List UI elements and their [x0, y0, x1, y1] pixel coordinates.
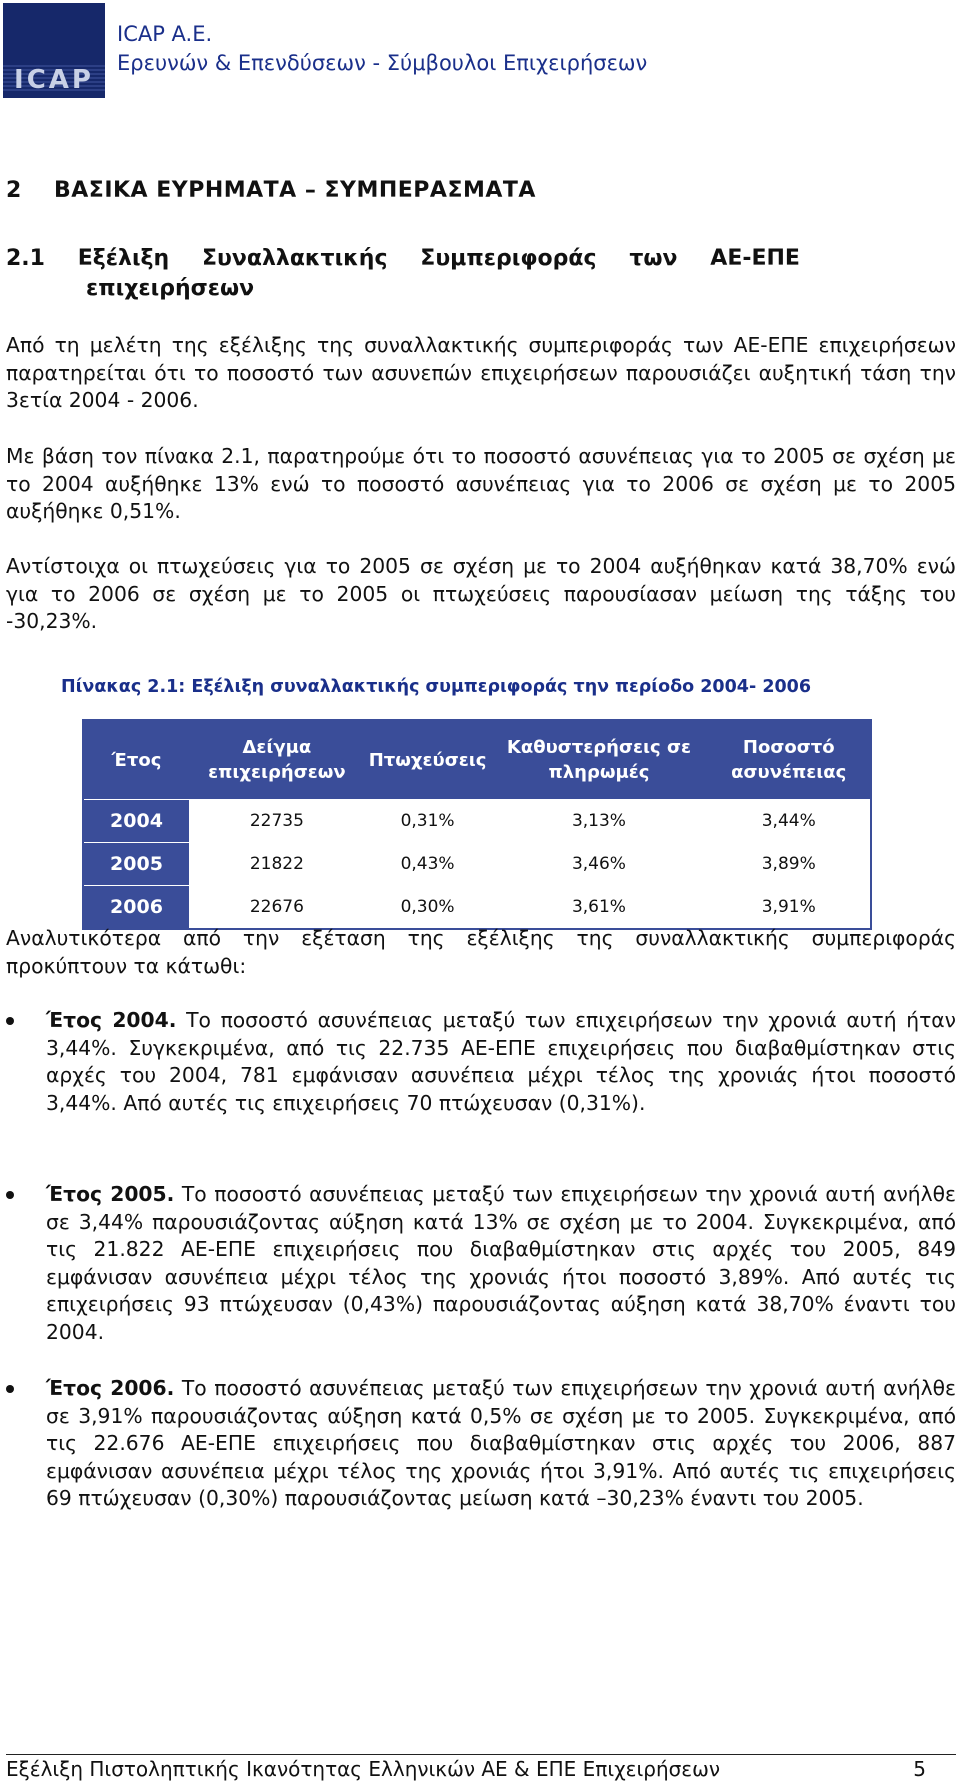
table-cell: 3,13% [490, 800, 707, 843]
list-item [6, 1181, 956, 1346]
table-cell: 3,46% [490, 843, 707, 886]
table-cell: 0,30% [365, 886, 491, 930]
subsection-heading [6, 244, 800, 304]
section-heading [6, 178, 536, 203]
bullet-dot [6, 1017, 14, 1025]
table-cell: 3,44% [707, 800, 871, 843]
page-header [0, 0, 960, 98]
paragraph-analysis-intro: Αναλυτικότερα από την εξέταση της εξέλιξης της συναλλακτικής συμπεριφοράς προκύπτουν τα κάτωθι: [6, 926, 956, 978]
footer-divider [6, 1754, 956, 1755]
table-caption: Πίνακας 2.1: Εξέλιξη συναλλακτικής συμπεριφοράς την περίοδο 2004- 2006 [60, 677, 812, 697]
table-cell: 22735 [189, 800, 365, 843]
table-cell: 0,43% [365, 843, 491, 886]
column-header: Καθυστερήσεις σε πληρωμές [490, 720, 707, 800]
list-item [6, 1007, 956, 1117]
transaction-behaviour-table [82, 719, 872, 930]
subsection-title-line1 [6, 244, 800, 274]
table-cell: 21822 [189, 843, 365, 886]
company-name: ICAP A.E. [117, 22, 213, 46]
paragraph-intro: Από τη μελέτη της εξέλιξης της συναλλακτικής συμπεριφοράς των ΑΕ-ΕΠΕ επιχειρήσεων παρατηρείται ότι το ποσοστό των ασυνεπών επιχειρήσεων παρουσιάζει αυξητική τάση την 3ετία 2004 - 2006. [6, 333, 956, 412]
subsection-word: Συμπεριφοράς [420, 246, 597, 271]
footer-title: Εξέλιξη Πιστοληπτικής Ικανότητας Ελληνικών ΑΕ & ΕΠΕ Επιχειρήσεων [6, 1757, 721, 1781]
bullet-dot [6, 1191, 14, 1199]
company-info [117, 20, 647, 78]
bullet-text: Το ποσοστό ασυνέπειας μεταξύ των επιχειρήσεων την χρονιά αυτή ήταν 3,44%. Συγκεκριμένα, από τις 22.735 ΑΕ-ΕΠΕ επιχειρήσεις που διαβαθμίστηκαν στις αρχές του 2004, 781 εμφάνισαν ασυνέπεια μέχρι τέλος της χρονιάς ήτοι ποσοστό 3,44%. Από αυτές τις επιχειρήσεις 70 πτώχευσαν (0,31%). [46, 1008, 956, 1115]
bullet-text: Το ποσοστό ασυνέπειας μεταξύ των επιχειρήσεων την χρονιά αυτή ανήλθε σε 3,44% παρουσιάζοντας αύξηση κατά 13% σε σχέση με το 2004. Συγκεκριμένα, από τις 21.822 ΑΕ-ΕΠΕ επιχειρήσεις που διαβαθμίστηκαν στις αρχές του 2005, 849 εμφάνισαν ασυνέπεια μέχρι τέλος της χρονιάς ήτοι ποσοστό 3,89%. Από αυτές τις επιχειρήσεις 93 πτώχευσαν (0,43%) παρουσιάζοντας αύξηση κατά 38,70% έναντι του 2004. [46, 1182, 957, 1344]
page-footer [6, 1757, 956, 1781]
page-number: 5 [913, 1757, 926, 1781]
column-header: Ποσοστό ασυνέπειας [707, 720, 871, 800]
table-row [83, 886, 871, 930]
subsection-word: Εξέλιξη [77, 246, 170, 271]
table-cell: 0,31% [365, 800, 491, 843]
section-title: ΒΑΣΙΚΑ ΕΥΡΗΜΑΤΑ – ΣΥΜΠΕΡΑΣΜΑΤΑ [54, 178, 536, 203]
year-cell: 2005 [83, 843, 189, 886]
list-item [6, 1375, 956, 1513]
subsection-word: Συναλλακτικής [201, 246, 388, 271]
table-row [83, 800, 871, 843]
bullet-lead: Έτος 2004. [46, 1008, 177, 1032]
table-cell: 22676 [189, 886, 365, 930]
year-cell: 2004 [83, 800, 189, 843]
icap-logo [3, 3, 105, 98]
subsection-number: 2.1 [6, 246, 45, 271]
subsection-title-line2: επιχειρήσεων [86, 276, 255, 301]
table-cell: 3,61% [490, 886, 707, 930]
year-cell: 2006 [83, 886, 189, 930]
logo-text: ICAP [14, 65, 94, 95]
column-header: Πτωχεύσεις [365, 720, 491, 800]
table-cell: 3,91% [707, 886, 871, 930]
paragraph-bankruptcies: Αντίστοιχα οι πτωχεύσεις για το 2005 σε σχέση με το 2004 αυξήθηκαν κατά 38,70% ενώ για το 2006 σε σχέση με το 2005 οι πτωχεύσεις παρουσίασαν μείωση της τάξης του -30,23%. [6, 554, 956, 633]
bullet-lead: Έτος 2006. [46, 1376, 175, 1400]
table-row [83, 843, 871, 886]
subsection-word: ΑΕ-ΕΠΕ [710, 246, 800, 271]
company-subtitle: Ερευνών & Επενδύσεων - Σύμβουλοι Επιχειρήσεων [117, 51, 648, 75]
table-header-row [83, 720, 871, 800]
table-cell: 3,89% [707, 843, 871, 886]
subsection-word: των [629, 246, 678, 271]
bullet-dot [6, 1385, 14, 1393]
bullet-lead: Έτος 2005. [46, 1182, 175, 1206]
section-number: 2 [6, 178, 22, 203]
bullet-text: Το ποσοστό ασυνέπειας μεταξύ των επιχειρήσεων την χρονιά αυτή ανήλθε σε 3,91% παρουσιάζοντας αύξηση κατά 0,5% σε σχέση με το 2005. Συγκεκριμένα, από τις 22.676 ΑΕ-ΕΠΕ επιχειρήσεις που διαβαθμίστηκαν στις αρχές του 2006, 887 εμφάνισαν ασυνέπεια μέχρι τέλος της χρονιάς ήτοι 3,91%. Από αυτές τις επιχειρήσεις 69 πτώχευσαν (0,30%) παρουσιάζοντας μείωση κατά –30,23% έναντι του 2005. [46, 1376, 957, 1510]
column-header: Δείγμα επιχειρήσεων [189, 720, 365, 800]
column-header: Έτος [83, 720, 189, 800]
paragraph-table-reference: Με βάση τον πίνακα 2.1, παρατηρούμε ότι το ποσοστό ασυνέπειας για το 2005 σε σχέση με το 2004 αυξήθηκε 13% ενώ το ποσοστό ασυνέπειας για το 2006 σε σχέση με το 2005 αυξήθηκε 0,51%. [6, 444, 956, 523]
